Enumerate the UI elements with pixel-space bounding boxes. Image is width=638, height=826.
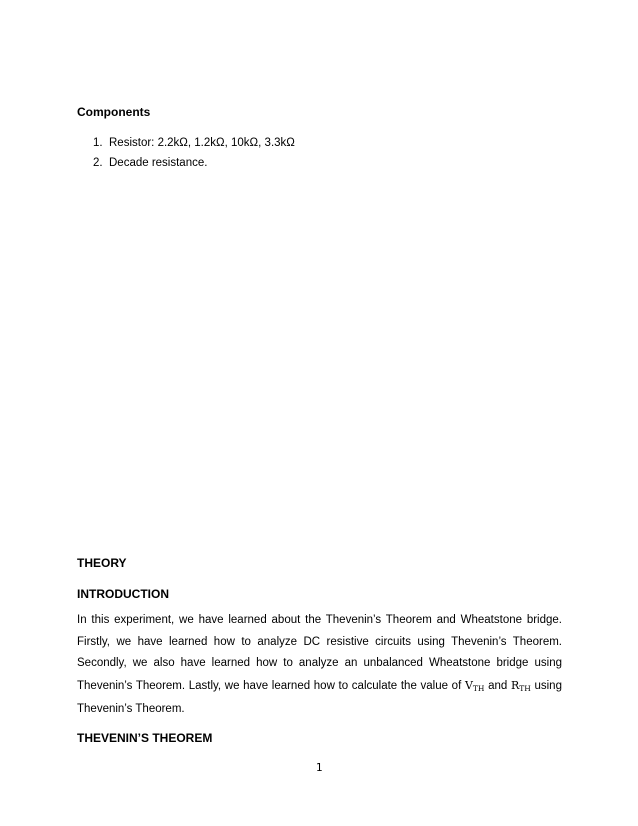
paragraph-text: and (488, 679, 508, 692)
introduction-heading: INTRODUCTION (77, 587, 169, 601)
paragraph-line (77, 675, 562, 700)
list-number: 1. (93, 137, 103, 149)
list-item (93, 157, 207, 169)
vth-symbol: $V_{TH}$ (464, 678, 485, 693)
paragraph-text: Thevenin’s Theorem. Lastly, we have learned how to calculate the value of (77, 679, 462, 692)
theory-heading: THEORY (77, 556, 127, 570)
list-text: Decade resistance. (109, 157, 208, 169)
page-number: 1 (316, 762, 323, 774)
paragraph-line: Thevenin’s Theorem. (77, 703, 185, 715)
paragraph-line: Firstly, we have learned how to analyze DC resistive circuits using Thevenin’s Theorem. (77, 635, 562, 648)
paragraph-line: In this experiment, we have learned about the Thevenin’s Theorem and Wheatstone bridge. (77, 614, 562, 626)
introduction-paragraph (77, 610, 562, 721)
rth-symbol: $R_{TH}$ (510, 678, 531, 693)
list-item (93, 137, 295, 149)
list-number: 2. (93, 157, 103, 169)
paragraph-text: using (534, 679, 562, 692)
paragraph-line: Secondly, we also have learned how to analyze an unbalanced Wheatstone bridge using (77, 657, 562, 669)
components-heading: Components (77, 105, 151, 119)
list-text: Resistor: 2.2kΩ, 1.2kΩ, 10kΩ, 3.3kΩ (109, 137, 295, 149)
thevenins-theorem-heading: THEVENIN’S THEOREM (77, 731, 213, 745)
